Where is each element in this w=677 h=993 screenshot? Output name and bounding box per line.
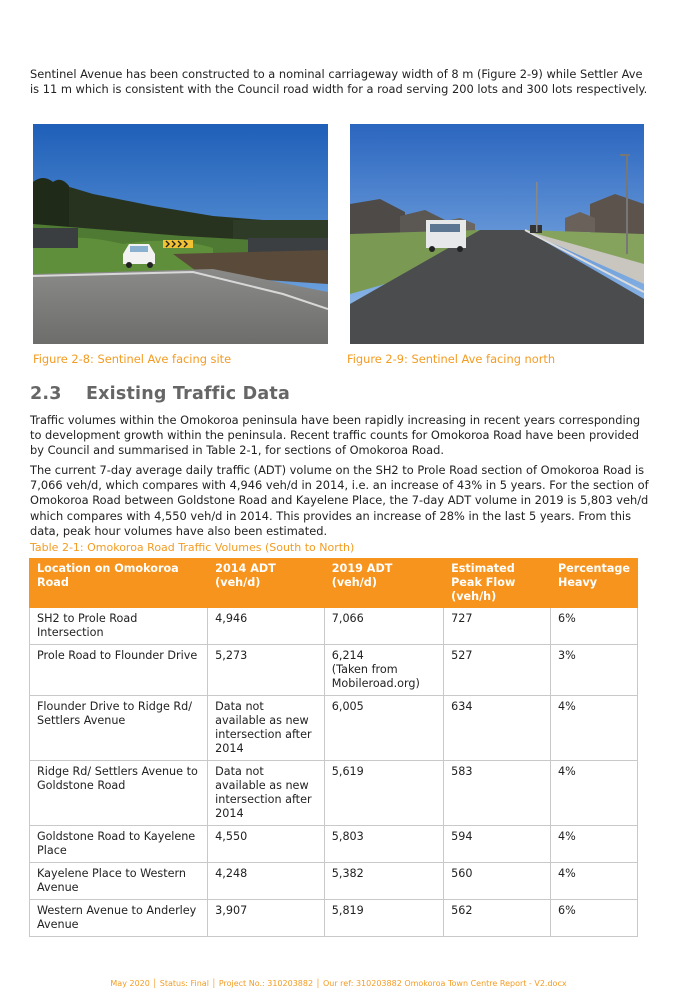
header-location: Location on Omokoroa Road	[30, 559, 208, 608]
figure-2-8-caption: Figure 2-8: Sentinel Ave facing site	[33, 352, 232, 366]
cell-location: Western Avenue to Anderley Avenue	[30, 900, 208, 937]
cell-percentage-heavy: 6%	[550, 608, 637, 645]
cell-percentage-heavy: 3%	[550, 645, 637, 696]
header-2019-adt: 2019 ADT (veh/d)	[324, 559, 443, 608]
cell-2014-adt: Data not available as new intersection after 2014	[208, 696, 325, 761]
photo-sentinel-ave-facing-north	[350, 124, 644, 344]
cell-location: Ridge Rd/ Settlers Avenue to Goldstone Road	[30, 761, 208, 826]
cell-location: SH2 to Prole Road Intersection	[30, 608, 208, 645]
intro-paragraph: Sentinel Avenue has been constructed to a nominal carriageway width of 8 m (Figure 2-9) while Settler Ave is 11 m which is consistent with the Council road width for a road serving 200 lots and 300 lots respectively.	[30, 67, 648, 97]
table-row	[30, 863, 638, 900]
cell-location: Goldstone Road to Kayelene Place	[30, 826, 208, 863]
header-peak-flow: Estimated Peak Flow (veh/h)	[444, 559, 551, 608]
cell-2014-adt: 3,907	[208, 900, 325, 937]
cell-2014-adt: 4,248	[208, 863, 325, 900]
figure-2-9-caption: Figure 2-9: Sentinel Ave facing north	[347, 352, 556, 366]
cell-location: Prole Road to Flounder Drive	[30, 645, 208, 696]
page-footer: May 2020 │ Status: Final │ Project No.: 310203882 │ Our ref: 310203882 Omokoroa Town Centre Report - V2.docx	[110, 979, 567, 988]
photo-sentinel-facing-north-image	[350, 124, 644, 344]
photo-sentinel-ave-facing-site	[33, 124, 328, 344]
paragraph-traffic-volumes: Traffic volumes within the Omokoroa peninsula have been rapidly increasing in recent years corresponding to development growth within the peninsula. Recent traffic counts for Omokoroa Road have been provided by Council and summarised in Table 2-1, for sections of Omokoroa Road.	[30, 413, 641, 458]
cell-2014-adt: 5,273	[208, 645, 325, 696]
table-row	[30, 645, 638, 696]
section-heading	[30, 384, 290, 404]
cell-location: Flounder Drive to Ridge Rd/ Settlers Avenue	[30, 696, 208, 761]
cell-2019-adt: 6,214 (Taken from Mobileroad.org)	[324, 645, 443, 696]
cell-percentage-heavy: 4%	[550, 761, 637, 826]
cell-2014-adt: 4,550	[208, 826, 325, 863]
cell-2014-adt: Data not available as new intersection after 2014	[208, 761, 325, 826]
cell-2019-adt: 5,382	[324, 863, 443, 900]
cell-percentage-heavy: 6%	[550, 900, 637, 937]
cell-2014-adt: 4,946	[208, 608, 325, 645]
cell-percentage-heavy: 4%	[550, 696, 637, 761]
table-row	[30, 696, 638, 761]
cell-peak-flow: 560	[444, 863, 551, 900]
cell-2019-adt: 6,005	[324, 696, 443, 761]
photo-sentinel-facing-site-image	[33, 124, 328, 344]
cell-peak-flow: 527	[444, 645, 551, 696]
cell-2019-adt: 5,819	[324, 900, 443, 937]
table-caption: Table 2-1: Omokoroa Road Traffic Volumes (South to North)	[30, 541, 355, 554]
table-header-row	[30, 559, 638, 608]
header-2014-adt: 2014 ADT (veh/d)	[208, 559, 325, 608]
table-row	[30, 900, 638, 937]
paragraph-adt-volumes: The current 7-day average daily traffic (ADT) volume on the SH2 to Prole Road section of Omokoroa Road is 7,066 veh/d, which compares with 4,946 veh/d in 2014, i.e. an increase of 43% in 5 years. For the section of Omokoroa Road between Goldstone Road and Kayelene Place, the 7-day ADT volume in 2019 is 5,803 veh/d which compares with 4,550 veh/d in 2014. This provides an increase of 28% in the last 5 years. From this data, peak hour volumes have also been estimated.	[30, 463, 649, 538]
cell-percentage-heavy: 4%	[550, 863, 637, 900]
cell-peak-flow: 634	[444, 696, 551, 761]
header-percentage-heavy: Percentage Heavy	[550, 559, 637, 608]
cell-2019-adt: 5,619	[324, 761, 443, 826]
section-title: Existing Traffic Data	[86, 384, 290, 404]
cell-2019-adt: 7,066	[324, 608, 443, 645]
cell-location: Kayelene Place to Western Avenue	[30, 863, 208, 900]
section-number: 2.3	[30, 384, 62, 404]
cell-peak-flow: 727	[444, 608, 551, 645]
cell-peak-flow: 594	[444, 826, 551, 863]
table-row	[30, 608, 638, 645]
cell-2019-adt: 5,803	[324, 826, 443, 863]
cell-peak-flow: 583	[444, 761, 551, 826]
traffic-volumes-table	[29, 558, 638, 937]
table-row	[30, 826, 638, 863]
table-row	[30, 761, 638, 826]
cell-percentage-heavy: 4%	[550, 826, 637, 863]
cell-peak-flow: 562	[444, 900, 551, 937]
